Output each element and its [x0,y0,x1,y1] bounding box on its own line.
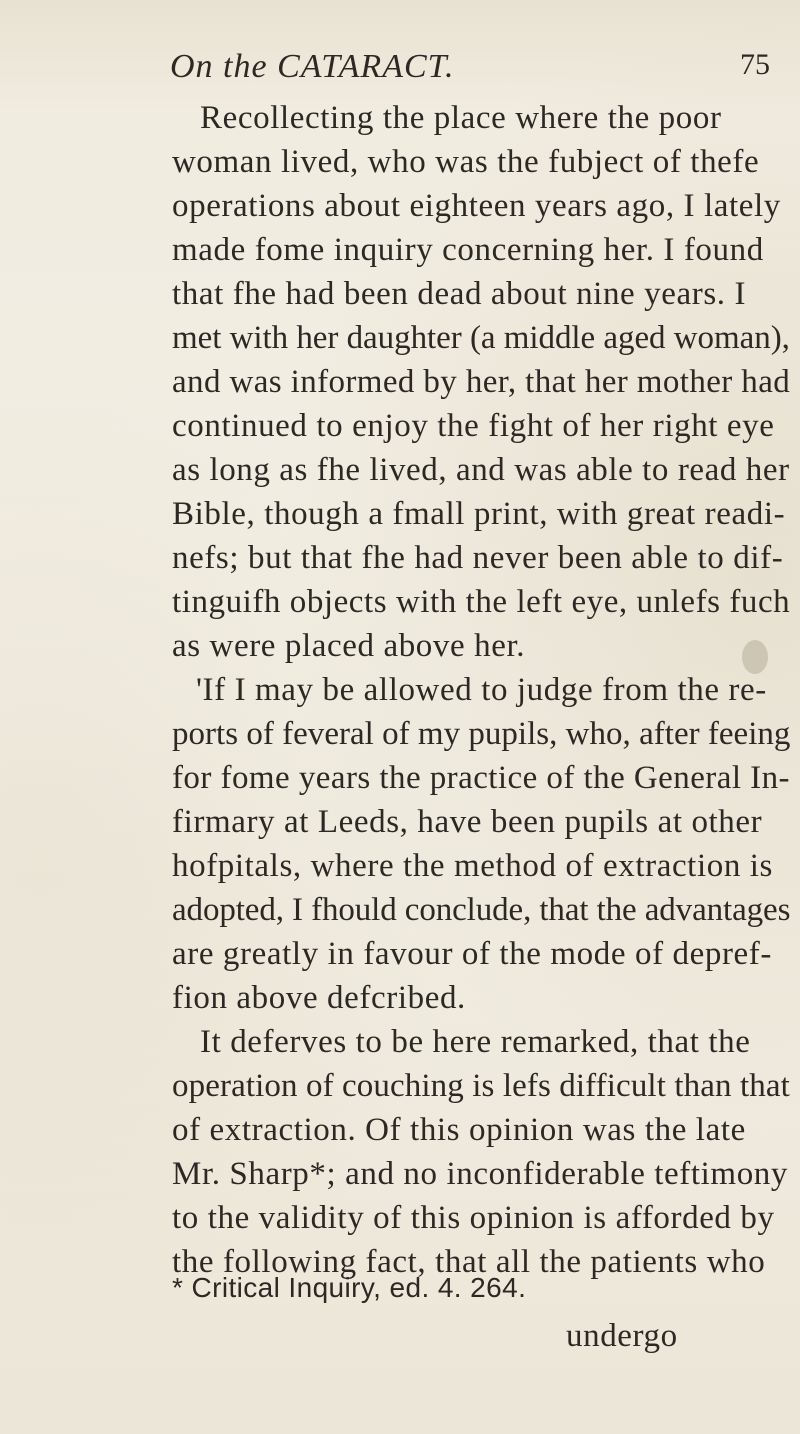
text-line: of extraction. Of this opinion was the late [172,1112,746,1148]
text-line: Mr. Sharp*; and no inconfiderable teftimony [172,1156,788,1192]
footnote: * Critical Inquiry, ed. 4. 264. [172,1272,527,1303]
paper-stain [742,640,768,674]
text-line: are greatly in favour of the mode of depref- [172,936,772,972]
text-line: and was informed by her, that her mother had [172,364,791,400]
text-line: Bible, though a fmall print, with great readi- [172,496,786,532]
text-line: woman lived, who was the fubject of thefe [172,144,760,180]
text-line: hofpitals, where the method of extraction is [172,848,773,884]
text-line: fion above defcribed. [172,980,466,1016]
text-line: for fome years the practice of the General In- [172,760,790,796]
text-line: nefs; but that fhe had never been able to dif- [172,540,784,576]
catchword: undergo [566,1318,678,1354]
text-line: continued to enjoy the fight of her right eye [172,408,775,444]
text-line: adopted, I fhould conclude, that the advantages [172,892,791,928]
text-line: the following fact, that all the patients who [172,1244,766,1280]
text-line: as were placed above her. [172,628,526,664]
text-line: as long as fhe lived, and was able to read her [172,452,790,488]
text-line: Recollecting the place where the poor [200,100,722,136]
text-line: firmary at Leeds, have been pupils at other [172,804,763,840]
text-line: operations about eighteen years ago, I lately [172,188,781,224]
text-line: to the validity of this opinion is afforded by [172,1200,775,1236]
text-line: tinguifh objects with the left eye, unlefs fuch [172,584,791,620]
text-line: made fome inquiry concerning her. I found [172,232,764,268]
running-title: On the CATARACT. [170,48,455,85]
text-line: that fhe had been dead about nine years. I [172,276,747,312]
text-line: It deferves to be here remarked, that the [200,1024,751,1060]
text-line: operation of couching is lefs difficult than that [172,1068,790,1104]
running-head [0,48,800,88]
text-line: 'If I may be allowed to judge from the re- [196,672,767,708]
text-line: ports of feveral of my pupils, who, after feeing [172,716,791,752]
text-line: met with her daughter (a middle aged woman), [172,320,790,356]
page-number: 75 [740,48,770,81]
